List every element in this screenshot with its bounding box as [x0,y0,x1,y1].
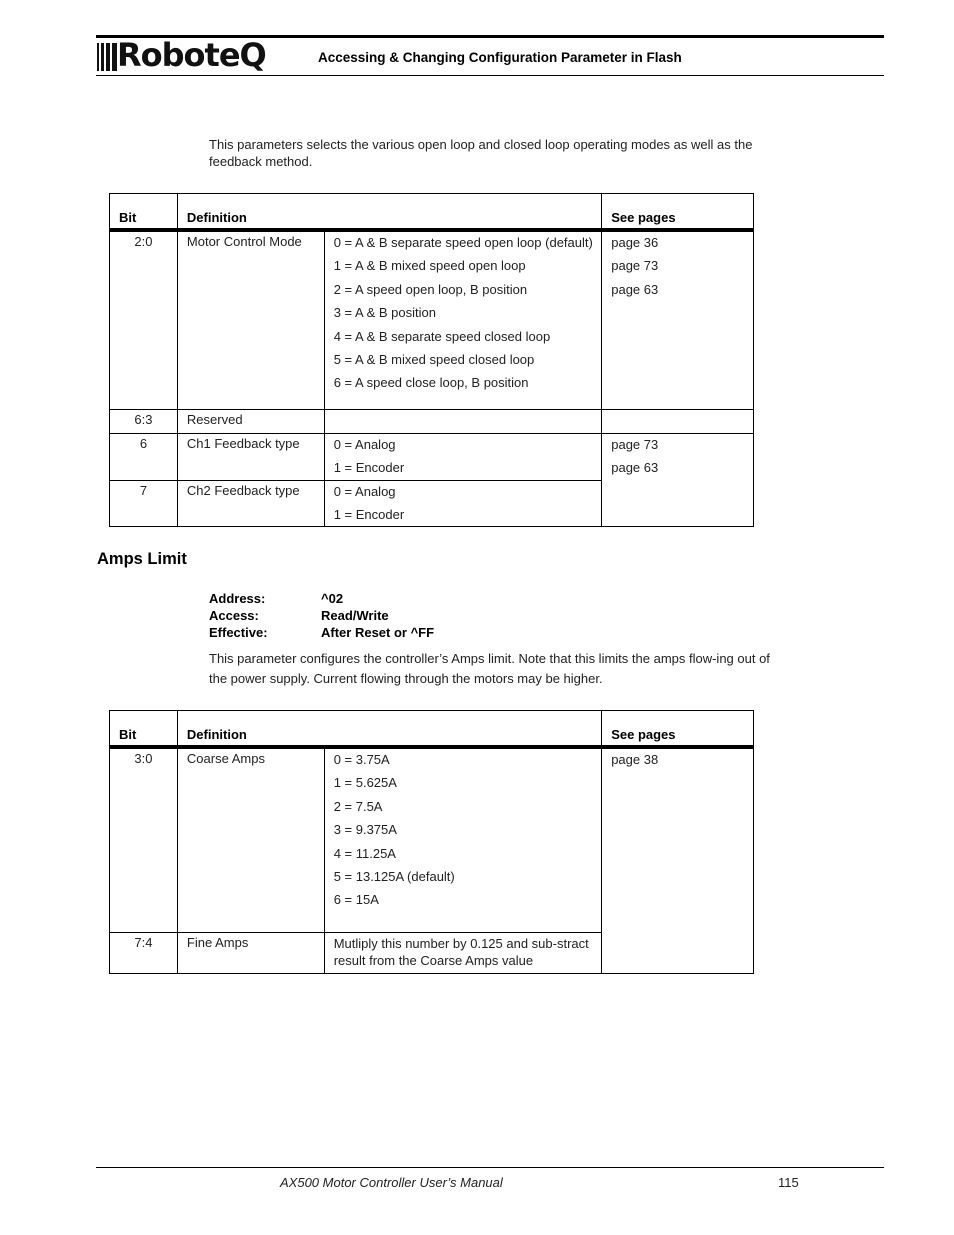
intro-paragraph: This parameters selects the various open loop and closed loop operating modes as well as the feedback method. [209,137,753,169]
definition-cell: Coarse Amps [177,747,324,932]
page-ref: page 63 [611,281,659,297]
definition-cell: Reserved [177,409,324,433]
value-item: 1 = Encoder [333,506,405,522]
value-item: 1 = Encoder [333,459,405,475]
col-header-definition: Definition [177,711,601,748]
table-row [110,230,754,409]
pages-cell [602,433,754,526]
values-cell [324,433,602,480]
values-cell [324,480,602,526]
field-value: ^02 [321,591,344,606]
value-item: 6 = A speed close loop, B position [333,375,529,391]
value-item: 1 = A & B mixed speed open loop [333,258,526,274]
roboteq-logo [97,36,277,74]
logo-wordmark: RoboteQ [117,36,266,74]
value-item: 2 = A speed open loop, B position [333,281,528,297]
value-item: 6 = 15A [333,892,379,908]
bit-cell: 7 [110,480,178,526]
value-item: 0 = 3.75A [333,752,390,767]
col-header-bit: Bit [110,711,178,748]
field-value: Read/Write [321,608,389,623]
bit-cell: 7:4 [110,932,178,973]
col-header-definition: Definition [177,194,601,231]
definition-cell: Ch2 Feedback type [177,480,324,526]
header-bottom-rule [96,75,884,76]
value-item: 4 = A & B separate speed closed loop [333,328,551,344]
pages-cell [602,747,754,973]
amps-limit-table [109,710,754,974]
header-title: Accessing & Changing Configuration Parameter in Flash [318,50,682,65]
pages-cell [602,409,754,433]
table-header-row [110,711,754,748]
value-item: 5 = A & B mixed speed closed loop [333,351,535,367]
definition-cell: Ch1 Feedback type [177,433,324,480]
pages-cell [602,230,754,409]
field-key: Effective: [209,625,268,640]
table-row [110,433,754,480]
value-item: 1 = 5.625A [333,775,397,791]
field-value: After Reset or ^FF [321,625,435,640]
value-item: 0 = Analog [333,483,396,499]
values-cell [324,932,602,973]
value-item: 3 = 9.375A [333,822,397,838]
value-item: Mutliply this number by 0.125 and sub-stract result from the Coarse Amps value [333,935,589,968]
motor-mode-table [109,193,754,527]
bit-cell: 3:0 [110,747,178,932]
table-row [110,747,754,932]
definition-cell: Motor Control Mode [177,230,324,409]
page-ref: page 38 [611,752,659,767]
bit-cell: 2:0 [110,230,178,409]
col-header-see-pages: See pages [602,194,754,231]
footer-rule [96,1167,884,1168]
bit-cell: 6 [110,433,178,480]
field-key: Address: [209,591,266,606]
col-header-see-pages: See pages [602,711,754,748]
value-item: 3 = A & B position [333,305,436,321]
value-item: 0 = Analog [333,436,396,452]
definition-cell: Fine Amps [177,932,324,973]
field-key: Access: [209,608,259,623]
value-item: 0 = A & B separate speed open loop (default) [333,235,593,250]
amps-description: This parameter configures the controller’s Amps limit. Note that this limits the amps flow-ing out of the power supply. Current flowing through the motors may be higher. [209,651,770,686]
page-ref: page 36 [611,235,659,250]
value-item: 4 = 11.25A [333,845,396,861]
footer-manual-title: AX500 Motor Controller User’s Manual [280,1175,503,1190]
table-row [110,409,754,433]
col-header-bit: Bit [110,194,178,231]
page-ref: page 63 [611,459,659,475]
page-number: 115 [778,1175,799,1190]
section-title-amps-limit: Amps Limit [97,550,187,568]
logo-bars-icon [97,43,117,71]
page-ref: page 73 [611,436,659,452]
values-cell [324,747,602,932]
bit-cell: 6:3 [110,409,178,433]
page-ref: page 73 [611,258,659,274]
value-item: 2 = 7.5A [333,798,383,814]
values-cell [324,230,602,409]
value-item: 5 = 13.125A (default) [333,868,455,884]
values-cell [324,409,602,433]
table-header-row [110,194,754,231]
